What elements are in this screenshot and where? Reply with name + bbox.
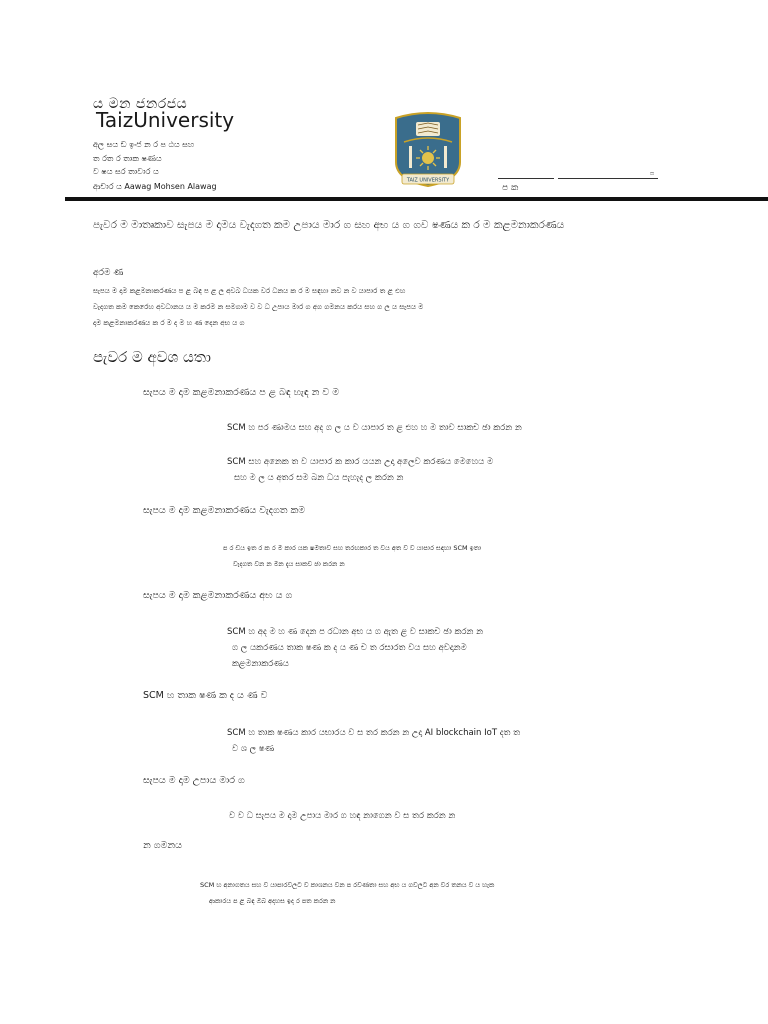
department-line: ත රත ර තාක ෂණය [93,154,162,163]
paragraph-line: සහ ම ල ය අතර සම බන ධය පැහැද ල කරන න [234,473,404,483]
paragraph-line: ග ල යකරණය තාක ෂණ ක ද ය ණ ච ත රසාරත වය සහ අවදානම [232,643,467,653]
abstract-line: සැපය ම දාම කළමනාකරණය ප ළ බඳ ප ළ ල අවබ ධයක වර ධනය ක ර ම සඳහා නව න ව යාපාර ත ළ එහ [93,287,406,295]
section-heading: සැපය ම දාම කළමනාකරණය අභ ය ග [143,590,293,601]
section-heading: සැපය ම දාම කළමනාකරණය ප ළ බඳ හැඳ න ව ම [143,387,340,398]
paragraph-line: කළමනාකරණය [232,659,289,669]
paragraph-line: ව ව ධ සැපය ම දාම උපාය මාර ග හඳ නාගෙන ව ස තර කරන න [229,811,456,821]
university-emblem-icon [390,110,466,190]
section-paragraph [223,540,663,572]
section-heading: SCM හ තාක ෂණ ක ද ය ණ ව [143,690,268,701]
logo-caption: TAIZ UNIVERSITY [406,177,450,184]
section-paragraph [227,725,667,757]
date-label: ප ක [502,183,519,193]
university-logo [390,110,466,190]
section-heading: සැපය ම දාම උපාය මාර ග [143,775,245,786]
header-divider [65,197,768,201]
university-name-english: TaizUniversity [96,108,235,132]
faculty-line: අල සය ඩ ඉංජ න ර ප ඨය සහ [93,140,195,149]
paragraph-line: වැදගත වන න මන දැය සාකච ඡා කරන න [233,560,345,568]
paragraph-line: SCM හ තාක ෂණය කාර යභාරය ව ස තර කරන න උදා AI blockchain IoT දත ත [227,728,521,738]
paragraph-line: ආකාරය ප ළ බඳ ඔබ අදහස ඉද ර පත කරන න [209,897,336,905]
abstract-line: දාම කළමනාකරණය ක ර ම ද ම හ ණ දෙන අභ ය ග [93,319,245,327]
section-heading: න ගමනය [143,840,182,851]
paragraph-line: SCM හ පර ණාමය සහ අද ග ල ය ව යාපාර ත ළ එහ හ ම තාව සාකච ඡා කරන න [227,423,522,433]
section-heading: සැපය ම දාම කළමනාකරණය වැදගත කම [143,505,306,516]
section-paragraph [227,624,667,672]
requirements-heading: පැවර ම අවශ යතා [93,348,211,366]
course-line: ව ෂය සර තාවාර ය [93,167,159,176]
date-field-line [498,178,554,179]
university-name-sinhala: ය මන ජනරජය [93,96,188,112]
paragraph-line: SCM සහ අනෙක ත ව යාපාර ක කාර යයන උදා අලෙව කරණය මෙහෙය ම [227,457,494,467]
signature-field-line [558,178,658,179]
paragraph-line: SCM හ අද ම හ ණ දෙන ප රධාන අභ ය ග ඇත ළ ව සාකච ඡා කරන න [227,627,484,637]
paragraph-line: SCM හ අනාගතය සහ ව යාපාරවලට ව කාශනය වන ප රවණතා සහ අභ ය ගවලට අන වර තනය ව ය හැක [200,881,495,889]
section-paragraph [200,877,670,909]
abstract-line: වැදගත කම කෙරෙහ අවධානය ය ම කරම න සමගාම ව ව ධ උපාය මාර ග අග ගමනය කරය සහ ග ල ය සැපය ම [93,303,424,311]
section-paragraph [227,420,667,436]
abstract-heading: අරම ණ [93,268,124,278]
paragraph-line: ප ර ඩය ඉත ර ක ර ම කාර යක ෂමතාව සහ තරඟකාර ත වය අත ව ව යාපාර සඳහා SCM ඉතා [223,544,482,552]
section-paragraph [229,808,669,824]
section-paragraph [227,454,667,486]
assignment-title: පැවර ම මාතෘකාව සැපය ම දාමය වැදගත කම උපාය මාර ග සහ අභ ය ග ගව ෂණය ක ර ම කළමනාකරණය [93,219,565,231]
instructor-line: ආචාර ය Aawag Mohsen Alawag [93,182,217,191]
abstract-body [93,283,673,331]
small-mark: ෆ [650,170,655,177]
paragraph-line: ව ශ ල ෂණ [232,744,275,754]
